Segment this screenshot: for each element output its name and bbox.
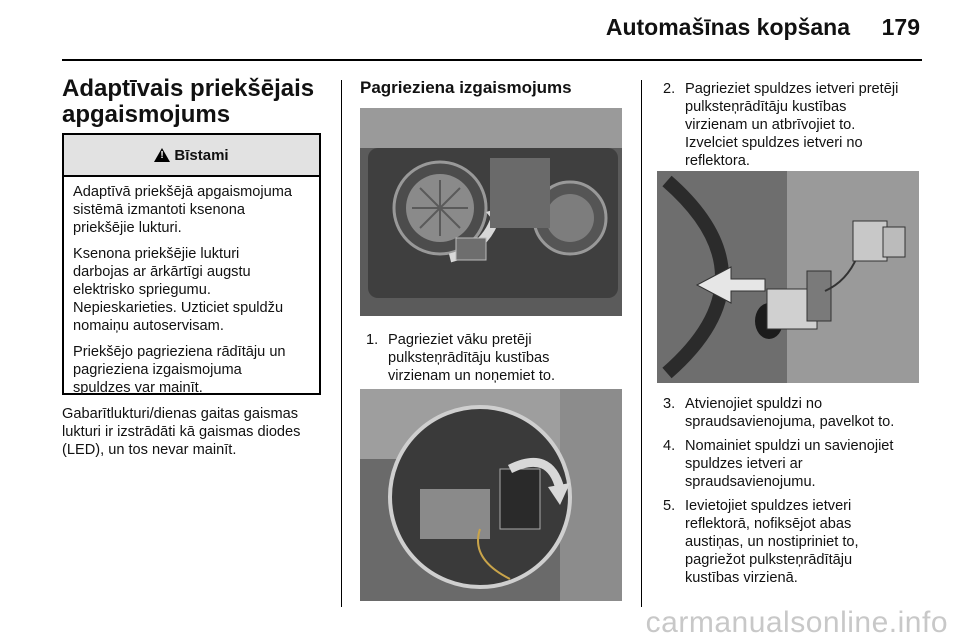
list-item: 5. Ievietojiet spuldzes ietveri reflektorā, nofiksējot abas austiņas, un nostipriniet to, pagriežot pulksteņrādītāju kustības virzienā. [663,498,859,586]
column-divider-left [341,80,342,607]
body-paragraph: Gabarītlukturi/dienas gaitas gaismas lukturi ir izstrādāti kā gaismas diodes (LED), un tos nevar mainīt. [62,406,301,458]
header-title: Automašīnas kopšana [605,14,850,40]
warning-box [62,133,321,395]
warning-paragraph: Priekšējo pagrieziena rādītāju un pagrieziena izgaismojuma spuldzes var mainīt. [73,344,286,396]
bulb-socket-illustration [360,389,622,601]
list-item: 4. Nomainiet spuldzi un savienojiet spuldzes ietveri ar spraudsavienojumu. [663,438,894,490]
bulb-removal-figure [657,171,919,383]
list-item: 2. Pagrieziet spuldzes ietveri pretēji pulksteņrādītāju kustības virzienam un atbrīvojiet to. Izvelciet spuldzes ietveri no reflektora. [663,81,899,169]
warning-body [64,177,319,397]
warning-header [64,135,319,177]
warning-paragraph: Adaptīvā priekšējā apgaismojuma sistēmā izmantoti ksenona priekšējie lukturi. [73,184,293,236]
warning-paragraph: Ksenona priekšējie lukturi darbojas ar ārkārtīgi augstu elektrisko spriegumu. Nepieskarieties. Uzticiet spuldžu nomaiņu autoservisam. [73,246,284,334]
column-divider-right [641,80,642,607]
header-rule [62,59,922,61]
subheading: Pagrieziena izgaismojums [360,78,572,97]
watermark: carmanualsonline.info [645,606,948,639]
headlamp-cover-illustration [360,108,622,316]
section-title: Adaptīvais priekšējais apgaismojums [62,75,315,128]
page-header [0,0,960,62]
bulb-socket-figure [360,389,622,601]
bulb-removal-illustration [657,171,919,383]
warning-label: Bīstami [174,146,229,164]
list-item: 1. Pagrieziet vāku pretēji pulksteņrādītāju kustības virzienam un noņemiet to. [366,332,556,384]
warning-icon [154,148,170,162]
headlamp-cover-figure [360,108,622,316]
list-item: 3. Atvienojiet spuldzi no spraudsavienojuma, pavelkot to. [663,396,895,430]
page-number: 179 [881,14,920,40]
